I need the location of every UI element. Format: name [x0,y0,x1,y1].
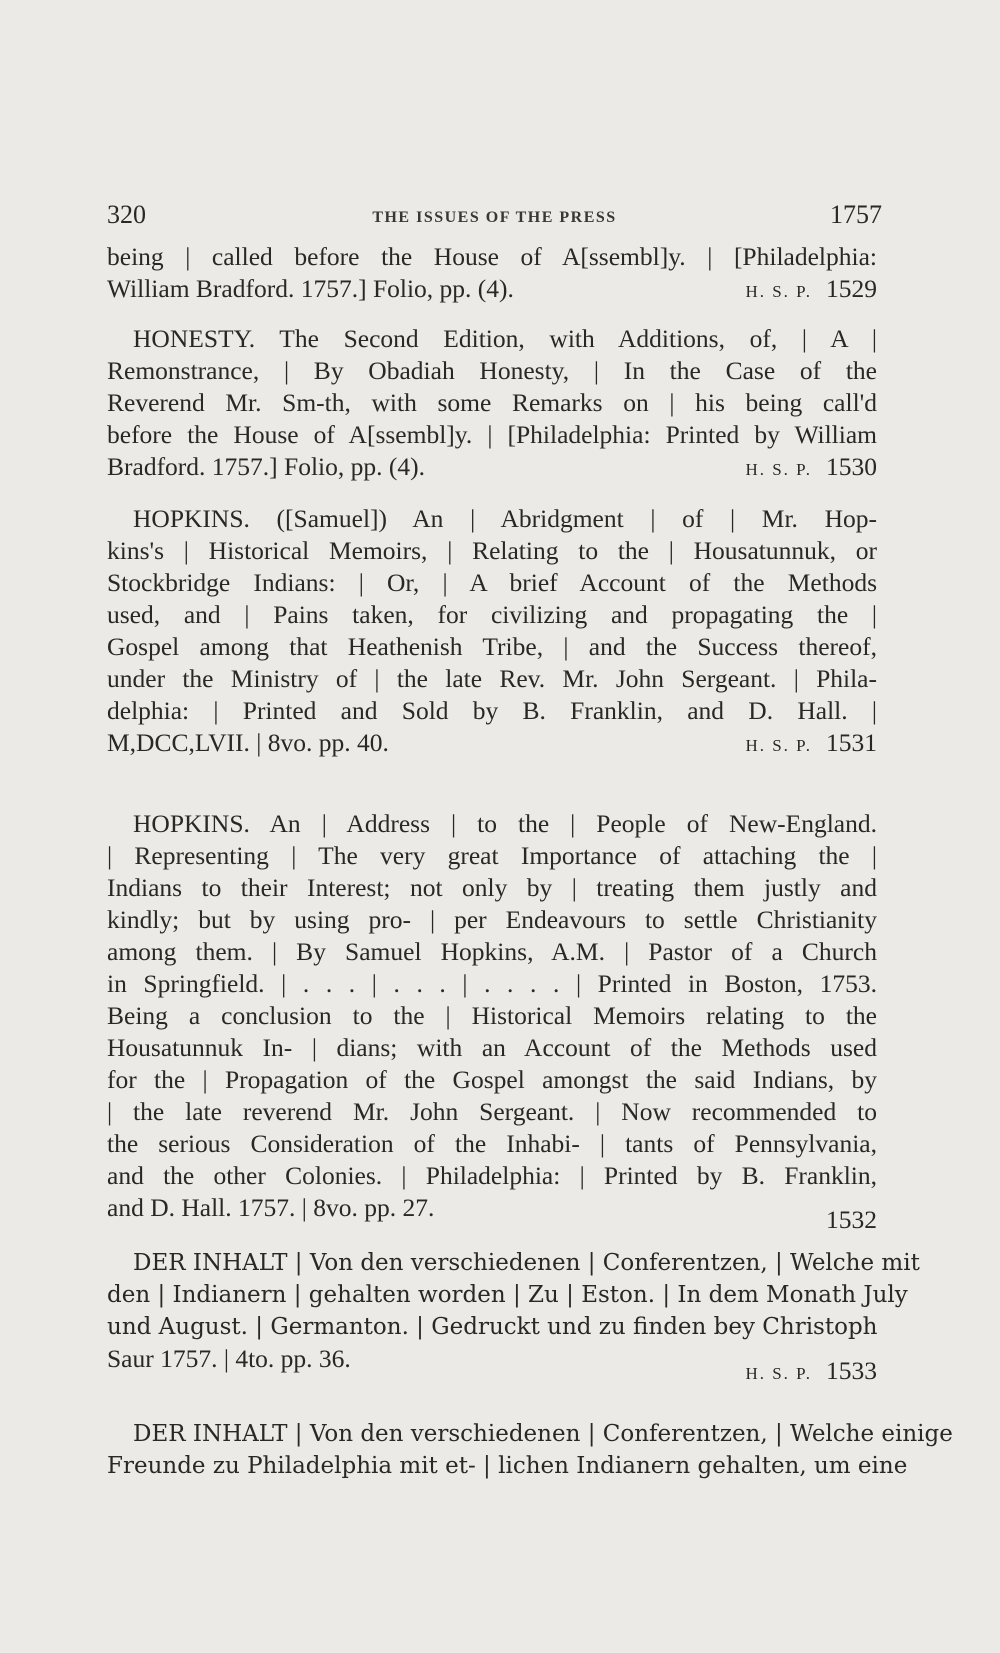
entry-line: Being a conclusion to the | Historical Memoirs relating to the [107,1001,877,1030]
entry-line: for the | Propagation of the Gospel amongst the said Indians, by [107,1065,877,1094]
entry-line: in Springfield. | . . . | . . . | . . . . | Printed in Boston, 1753. [107,969,877,998]
entry-line [107,1343,877,1385]
entry-line [107,451,877,483]
entry-line-text: Saur 1757. | 4to. pp. 36. [107,1344,351,1373]
entry-line: Stockbridge Indians: | Or, | A brief Account of the Methods [107,568,877,597]
entry-reference [745,727,877,762]
page-number: 320 [107,200,146,229]
entry-line: | Representing | The very great Importance of attaching the | [107,841,877,870]
running-head [107,200,882,240]
entry-number: 1529 [826,274,877,303]
entry-1529 [107,241,877,305]
entry-line: Remonstrance, | By Obadiah Honesty, | In the Case of the [107,356,877,385]
entry-line: HOPKINS. ([Samuel]) An | Abridgment | of | Mr. Hop- [133,504,877,533]
entry-line: and the other Colonies. | Philadelphia: | Printed by B. Franklin, [107,1161,877,1190]
entry-line: DER INHALT | Von den verschiedenen | Conferentzen, | Welche einige [133,1421,953,1447]
entry-line-text: William Bradford. 1757.] Folio, pp. (4). [107,274,514,303]
entry-line-text: M,DCC,LVII. | 8vo. pp. 40. [107,728,389,757]
entry-line: delphia: | Printed and Sold by B. Franklin, and D. Hall. | [107,696,877,725]
entry-1533 [107,1247,920,1385]
entry-1530 [107,323,877,483]
entry-line: Housatunnuk In- | dians; with an Account of the Methods used [107,1033,877,1062]
entry-line [107,273,877,305]
entry-line [107,1192,877,1234]
entry-line: Gospel among that Heathenish Tribe, | and the Success thereof, [107,632,877,661]
entry-line: DER INHALT | Von den verschiedenen | Conferentzen, | Welche mit [133,1250,920,1276]
entry-line-text: and D. Hall. 1757. | 8vo. pp. 27. [107,1193,435,1222]
entry-number: 1530 [826,452,877,481]
entry-line [107,727,877,759]
entry-number: 1531 [826,728,877,757]
entry-line: being | called before the House of A[ssembl]y. | [Philadelphia: [107,242,877,271]
entry-line: under the Ministry of | the late Rev. Mr. John Sergeant. | Phila- [107,664,877,693]
library-code: H. S. P. [745,460,812,479]
entry-line: the serious Consideration of the Inhabi- | tants of Pennsylvania, [107,1129,877,1158]
entry-line: among them. | By Samuel Hopkins, A.M. | Pastor of a Church [107,937,877,966]
entry-reference [745,1355,877,1390]
entry-next [107,1418,953,1482]
entry-line: kins's | Historical Memoirs, | Relating to the | Housatunnuk, or [107,536,877,565]
entry-line: before the House of A[ssembl]y. | [Philadelphia: Printed by William [107,420,877,449]
library-code: H. S. P. [745,736,812,755]
entry-line: used, and | Pains taken, for civilizing and propagating the | [107,600,877,629]
entry-line: Reverend Mr. Sm-th, with some Remarks on | his being call'd [107,388,877,417]
library-code: H. S. P. [745,1364,812,1383]
running-year: 1757 [830,200,882,229]
entry-line: | the late reverend Mr. John Sergeant. | Now recommended to [107,1097,877,1126]
entry-line: kindly; but by using pro- | per Endeavours to settle Christianity [107,905,877,934]
entry-number: 1532 [826,1205,877,1234]
entry-1531 [107,503,877,759]
entry-line: HOPKINS. An | Address | to the | People of New-England. [133,809,877,838]
entry-line: Freunde zu Philadelphia mit et- | lichen Indianern gehalten, um eine [107,1453,908,1479]
entry-reference [745,451,877,486]
entry-1532 [107,808,877,1234]
entry-line: HONESTY. The Second Edition, with Additions, of, | A | [133,324,877,353]
running-title: THE ISSUES OF THE PRESS [372,209,617,226]
entry-reference [826,1204,877,1236]
library-code: H. S. P. [745,282,812,301]
entry-line: den | Indianern | gehalten worden | Zu | Eston. | In dem Monath July [107,1282,908,1308]
entry-number: 1533 [826,1356,877,1385]
entry-reference [745,273,877,308]
entry-line: und August. | Germanton. | Gedruckt und zu finden bey Christoph [107,1314,878,1340]
entry-line-text: Bradford. 1757.] Folio, pp. (4). [107,452,426,481]
entry-line: Indians to their Interest; not only by | treating them justly and [107,873,877,902]
